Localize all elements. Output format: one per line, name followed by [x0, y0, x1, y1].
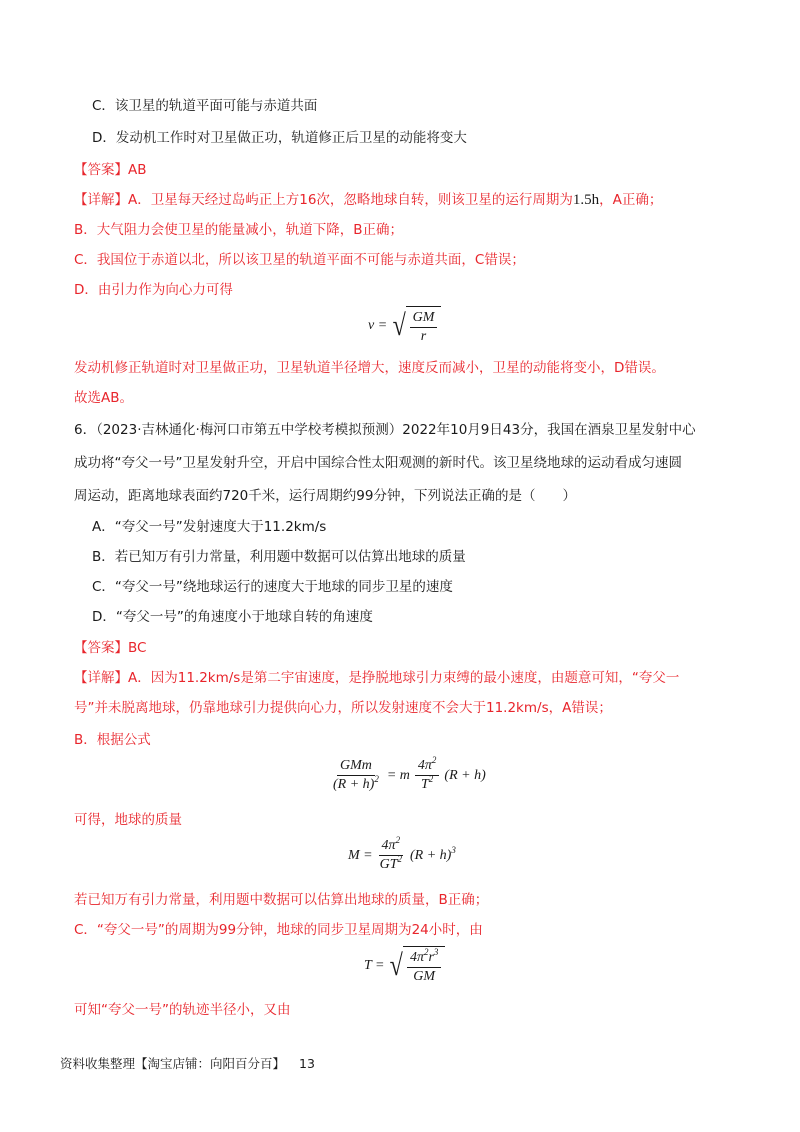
- sqrt-symbol: √ $\frac{GM}{r}$: [391, 306, 441, 346]
- q6-option-c: C．“夸父一号”绕地球运行的速度大于地球的同步卫星的速度: [92, 579, 453, 595]
- period-value: 1.5h: [572, 192, 600, 208]
- eq-period-lhs: T =: [364, 958, 385, 973]
- answer-label: 【答案】AB: [74, 162, 147, 178]
- question-6-line-1: 6．（2023·吉林通化·梅河口市第五中学校考模拟预测）2022年10月9日43分，我国在酒泉卫星发射中心: [74, 422, 696, 438]
- option-c: C．该卫星的轨道平面可能与赤道共面: [92, 98, 318, 114]
- q6-option-d: D．“夸父一号”的角速度小于地球自转的角速度: [92, 609, 373, 625]
- detail-a-tail: ，A正确；: [599, 192, 663, 208]
- page-footer: [60, 1054, 315, 1072]
- equation-mass: [348, 835, 456, 873]
- q6-detail-b-2: 可得，地球的质量: [74, 812, 182, 828]
- detail-a-text: 【详解】A．卫星每天经过岛屿正上方16次，忽略地球自转，则该卫星的运行周期为: [74, 192, 573, 208]
- eq-force-tail: (R + h): [444, 767, 486, 783]
- detail-d: D．由引力作为向心力可得: [74, 282, 233, 298]
- option-d: D．发动机工作时对卫星做正功，轨道修正后卫星的动能将变大: [92, 130, 467, 146]
- q6-answer-label: 【答案】BC: [74, 640, 147, 656]
- choose-text: 故选AB。: [74, 390, 133, 406]
- detail-d-cont: 发动机修正轨道时对卫星做正功，卫星轨道半径增大，速度反而减小，卫星的动能将变小，D错误。: [74, 360, 665, 376]
- q6-option-a: A．“夸父一号”发射速度大于11.2km/s: [92, 519, 327, 535]
- fraction-period: $\frac{4\pi^2r^3}{GM}$: [407, 950, 441, 985]
- fraction: $\frac{GM}{r}$: [410, 310, 438, 345]
- detail-a: [74, 190, 662, 210]
- equation-period: [364, 946, 445, 986]
- equation-v: [368, 306, 441, 346]
- eq-force-equals: = m: [386, 767, 410, 783]
- q6-detail-c-2: 可知“夸父一号”的轨迹半径小，又由: [74, 1002, 291, 1018]
- equation-force: [328, 755, 486, 793]
- q6-option-b: B．若已知万有引力常量，利用题中数据可以估算出地球的质量: [92, 549, 466, 565]
- q6-detail-a-1: 【详解】A．因为11.2km/s是第二宇宙速度，是挣脱地球引力束缚的最小速度，由题意可知，“夸父一: [74, 670, 680, 686]
- sqrt-symbol: √ $\frac{4\pi^2r^3}{GM}$: [388, 946, 445, 986]
- detail-c: C．我国位于赤道以北，所以该卫星的轨道平面不可能与赤道共面，C错误；: [74, 252, 525, 268]
- detail-b: B．大气阻力会使卫星的能量减小，轨道下降，B正确；: [74, 222, 404, 238]
- question-6-line-2: 成功将“夸父一号”卫星发射升空，开启中国综合性太阳观测的新时代。该卫星绕地球的运动看成匀速圆: [74, 455, 682, 471]
- fraction-mass: $\frac{4\pi^2}{GT^2}$: [379, 835, 403, 872]
- eq-mass-lhs: M =: [348, 847, 373, 863]
- page-number: 13: [299, 1056, 315, 1071]
- q6-detail-c: C．“夸父一号”的周期为99分钟，地球的同步卫星周期为24小时，由: [74, 922, 483, 938]
- eq-v-lhs: v =: [368, 318, 388, 333]
- q6-detail-b-3: 若已知万有引力常量，利用题中数据可以估算出地球的质量，B正确；: [74, 892, 489, 908]
- fraction-lhs: $\frac{\text{GMm}}{(R + h)^2}$: [333, 758, 379, 792]
- q6-detail-b: B．根据公式: [74, 732, 151, 748]
- footer-source: 资料收集整理【淘宝店铺：向阳百分百】: [60, 1056, 286, 1071]
- eq-mass-tail: $(R + h)^3$: [410, 844, 456, 863]
- question-6-line-3: 周运动，距离地球表面约720千米，运行周期约99分钟，下列说法正确的是（ ）: [74, 488, 576, 504]
- fraction-rhs: $\frac{4\pi^2}{T^2}$: [415, 758, 440, 793]
- q6-detail-a-2: 号”并未脱离地球，仍靠地球引力提供向心力，所以发射速度不会大于11.2km/s，A错误；: [74, 700, 612, 716]
